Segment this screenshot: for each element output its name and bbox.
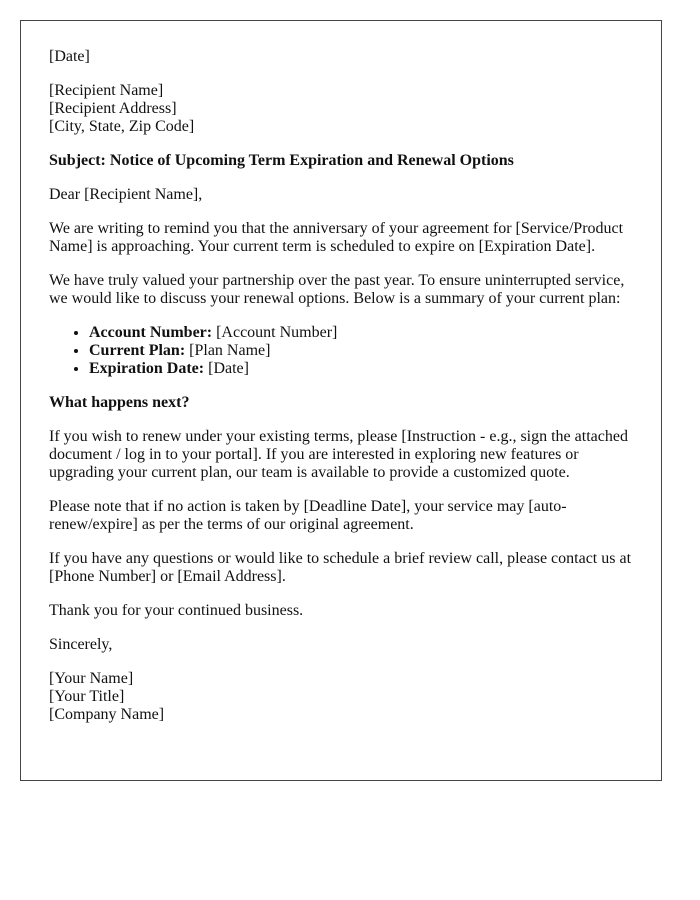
- plan-summary-list: [49, 324, 634, 378]
- item-label: Current Plan:: [89, 342, 186, 359]
- paragraph-contact: If you have any questions or would like to schedule a brief review call, please contact us at [Phone Number] or [Email Address].: [49, 550, 632, 585]
- paragraph-reminder: We are writing to remind you that the anniversary of your agreement for [Service/Product Name] is approaching. Your current term is scheduled to expire on [Expiration Date].: [49, 220, 624, 255]
- paragraph-deadline: Please note that if no action is taken by [Deadline Date], your service may [auto-renew/expire] as per the terms of our original agreement.: [49, 498, 567, 533]
- recipient-city: [City, State, Zip Code]: [49, 118, 195, 135]
- list-item: [89, 324, 634, 342]
- letter: [20, 20, 662, 781]
- paragraph-thanks: Thank you for your continued business.: [49, 602, 304, 619]
- item-value: [Plan Name]: [185, 342, 271, 359]
- item-label: Expiration Date:: [89, 360, 205, 377]
- signature-block: [49, 670, 634, 724]
- list-item: [89, 342, 634, 360]
- greeting: Dear [Recipient Name],: [49, 186, 203, 203]
- recipient-address: [Recipient Address]: [49, 100, 177, 117]
- item-value: [Account Number]: [212, 324, 338, 341]
- signature-company: [Company Name]: [49, 706, 165, 723]
- paragraph-partnership: We have truly valued your partnership over the past year. To ensure uninterrupted service, we would like to discuss your renewal options. Below is a summary of your current plan:: [49, 272, 625, 307]
- list-item: [89, 360, 634, 378]
- item-value: [Date]: [204, 360, 249, 377]
- recipient-block: [49, 82, 634, 136]
- next-heading: What happens next?: [49, 394, 190, 411]
- subject-line: Subject: Notice of Upcoming Term Expiration and Renewal Options: [49, 152, 514, 169]
- paragraph-renew: If you wish to renew under your existing terms, please [Instruction - e.g., sign the attached document / log in to your portal]. If you are interested in exploring new features or upgrading your current plan, our team is available to provide a customized quote.: [49, 428, 628, 481]
- recipient-name: [Recipient Name]: [49, 82, 164, 99]
- letter-date: [Date]: [49, 48, 90, 65]
- signature-name: [Your Name]: [49, 670, 134, 687]
- closing: Sincerely,: [49, 636, 113, 653]
- signature-title: [Your Title]: [49, 688, 125, 705]
- item-label: Account Number:: [89, 324, 213, 341]
